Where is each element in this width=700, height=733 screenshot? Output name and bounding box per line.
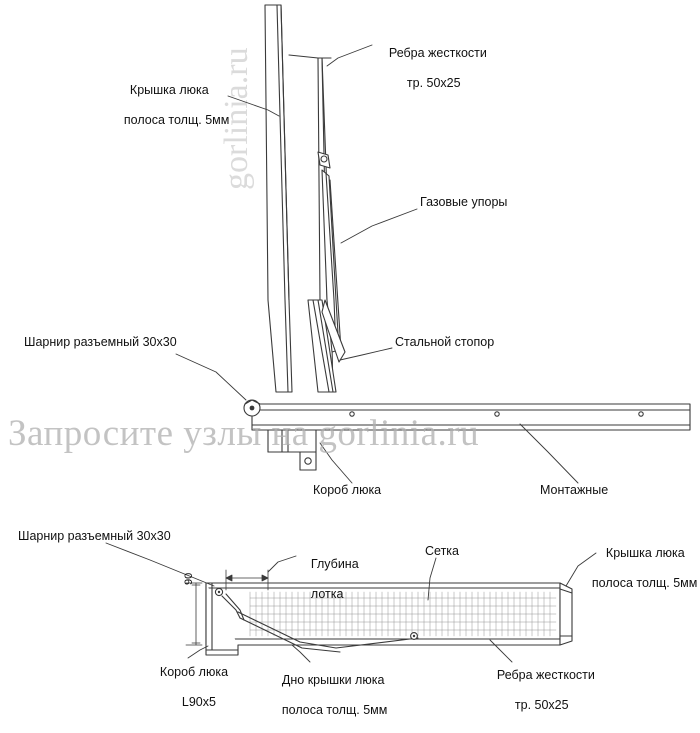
label-cover-floor xyxy=(268,658,387,733)
label-tray-depth xyxy=(297,542,359,617)
label-tray-depth-line2: лотка xyxy=(310,587,344,601)
label-ribs-top-line2: тр. 50х25 xyxy=(406,76,461,90)
label-cover-bottom-right xyxy=(578,531,697,606)
label-tray-depth-line1: Глубина xyxy=(310,557,359,571)
label-cover-right-line1: Крышка люка xyxy=(605,546,685,560)
label-hinge-top: Шарнир разъемный 30х30 xyxy=(24,335,177,349)
label-box-bottom-line1: Короб люка xyxy=(159,665,229,679)
label-cover-floor-line1: Дно крышки люка xyxy=(281,673,385,687)
label-ribs-bottom xyxy=(483,653,595,728)
label-box-bottom xyxy=(146,650,228,725)
label-box-top: Короб люка xyxy=(313,483,382,497)
label-cover-top xyxy=(110,68,229,143)
watermark-vertical: gorlinia.ru xyxy=(218,47,255,190)
label-cover-top-line2: полоса толщ. 5мм xyxy=(123,113,230,127)
dimension-90: 90 xyxy=(183,572,195,585)
label-cover-right-line2: полоса толщ. 5мм xyxy=(591,576,698,590)
label-gas-struts: Газовые упоры xyxy=(420,195,508,209)
label-cover-floor-line2: полоса толщ. 5мм xyxy=(281,703,388,717)
label-mesh: Сетка xyxy=(425,544,459,558)
label-mounting: Монтажные xyxy=(540,483,609,497)
label-cover-top-line1: Крышка люка xyxy=(129,83,209,97)
label-hinge-bottom: Шарнир разъемный 30х30 xyxy=(18,529,171,543)
watermark-main: Запросите узлы на gorlinia.ru xyxy=(8,413,480,454)
label-box-bottom-line2: L90х5 xyxy=(181,695,216,709)
label-ribs-top xyxy=(375,31,487,106)
label-ribs-bottom-line2: тр. 50х25 xyxy=(514,698,569,712)
label-steel-stopper: Стальной стопор xyxy=(395,335,495,349)
label-ribs-bottom-line1: Ребра жесткости xyxy=(496,668,595,682)
label-ribs-top-line1: Ребра жесткости xyxy=(388,46,487,60)
